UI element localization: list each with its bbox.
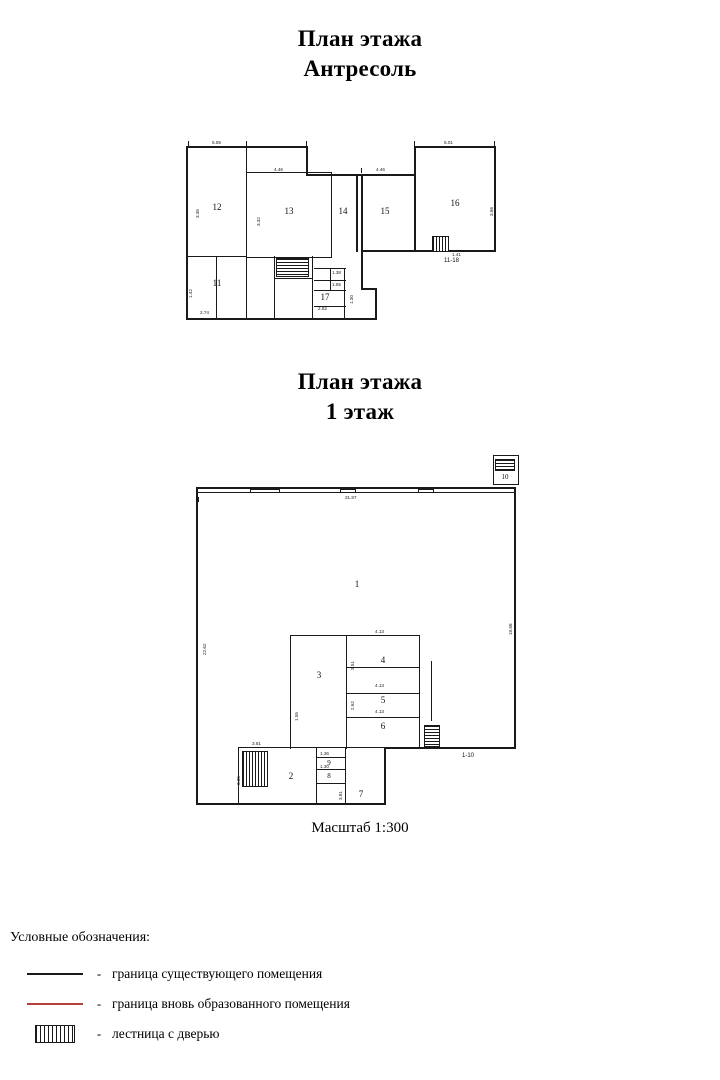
room-label: 13 bbox=[284, 206, 294, 216]
wall-segment bbox=[346, 717, 420, 718]
dimension-label: 1.30 bbox=[320, 764, 329, 769]
room-label: 12 bbox=[212, 202, 222, 212]
dimension-label: 22.62 bbox=[202, 643, 207, 655]
room-range-tag: 1-10 bbox=[462, 753, 475, 759]
wall-segment bbox=[196, 487, 198, 805]
wall-segment bbox=[356, 174, 358, 252]
wall-segment bbox=[290, 635, 420, 636]
title-mezzanine-line2: Антресоль bbox=[303, 56, 417, 81]
wall-segment bbox=[361, 174, 363, 290]
title-floor1-line2: 1 этаж bbox=[325, 399, 395, 424]
title-floor1-line1: План этажа bbox=[297, 369, 423, 394]
wall-segment bbox=[344, 268, 345, 318]
dimension-label: 4.46 bbox=[376, 167, 385, 172]
legend-sample-solid-red-line bbox=[24, 1003, 86, 1005]
wall-segment bbox=[346, 635, 347, 749]
room-label: 14 bbox=[338, 206, 348, 216]
room-label: 4 bbox=[380, 655, 386, 665]
page-title-mezzanine bbox=[0, 24, 720, 84]
wall-segment bbox=[493, 455, 494, 485]
legend-label: лестница с дверью bbox=[112, 1026, 220, 1041]
wall-segment bbox=[246, 146, 247, 258]
wall-segment bbox=[330, 268, 331, 290]
dimension-label: 2.62 bbox=[350, 701, 355, 710]
page-title-floor1 bbox=[0, 367, 720, 427]
legend-dash: - bbox=[96, 1026, 102, 1041]
scale-label: Масштаб 1:300 bbox=[311, 820, 409, 836]
room-label: 17 bbox=[320, 292, 330, 302]
legend-title: Условные обозначения: bbox=[10, 930, 151, 945]
title-mezzanine-line1: План этажа bbox=[297, 26, 423, 51]
plan-floor1 bbox=[190, 455, 530, 805]
window-opening bbox=[340, 489, 356, 493]
wall-segment bbox=[316, 747, 317, 805]
wall-segment bbox=[290, 747, 420, 748]
wall-segment bbox=[419, 635, 420, 749]
wall-segment bbox=[246, 172, 332, 173]
window-opening bbox=[250, 489, 280, 493]
wall-segment bbox=[346, 667, 420, 668]
room-label: 9 bbox=[327, 759, 331, 767]
wall-segment bbox=[493, 455, 519, 456]
dimension-label: 1.42 bbox=[188, 289, 193, 298]
wall-segment bbox=[290, 635, 291, 749]
wall-segment bbox=[238, 747, 290, 748]
stairs-icon bbox=[432, 236, 449, 252]
wall-segment bbox=[375, 288, 377, 320]
legend-item-existing-boundary bbox=[10, 960, 710, 988]
legend-item-new-boundary bbox=[10, 990, 710, 1018]
wall-segment bbox=[518, 455, 519, 485]
wall-segment bbox=[196, 487, 516, 489]
wall-segment bbox=[186, 318, 376, 320]
wall-segment bbox=[274, 256, 275, 318]
wall-segment bbox=[384, 747, 386, 805]
dimension-label: 3.32 bbox=[256, 217, 261, 226]
room-label: 11 bbox=[212, 278, 222, 288]
room-label: 5 bbox=[380, 695, 386, 705]
room-label: 15 bbox=[380, 206, 390, 216]
wall-segment bbox=[346, 693, 420, 694]
stairs-icon bbox=[276, 258, 309, 277]
dimension-label: 4.13 bbox=[375, 629, 384, 634]
dimension-label: 2.62 bbox=[318, 306, 327, 311]
room-label: 1 bbox=[354, 579, 360, 589]
dimension-label: 1.55 bbox=[294, 712, 299, 721]
dimension-label: 3.81 bbox=[252, 741, 261, 746]
legend-dash: - bbox=[96, 966, 102, 981]
legend-item-stairs-with-door bbox=[10, 1020, 710, 1048]
dimension-label: 5.01 bbox=[444, 140, 453, 145]
dimension-label: 31.87 bbox=[345, 495, 357, 500]
dimension-label: 1.55 bbox=[332, 282, 341, 287]
dimension-label: 1.41 bbox=[452, 252, 461, 257]
wall-segment bbox=[493, 484, 519, 485]
wall-segment bbox=[514, 487, 516, 749]
dimension-label: 3.51 bbox=[350, 661, 355, 670]
dimension-label: 3.66 bbox=[489, 207, 494, 216]
stairs-icon bbox=[242, 751, 268, 787]
wall-segment bbox=[186, 146, 308, 148]
wall-segment bbox=[196, 803, 386, 805]
window-band bbox=[198, 492, 514, 493]
room-label: 2 bbox=[288, 771, 294, 781]
wall-segment bbox=[306, 174, 363, 176]
legend-label: граница существующего помещения bbox=[112, 966, 323, 981]
wall-segment bbox=[314, 290, 346, 291]
wall-segment bbox=[361, 174, 415, 176]
wall-segment bbox=[275, 278, 312, 279]
dimension-label: 1.36 bbox=[320, 751, 329, 756]
wall-segment bbox=[316, 783, 346, 784]
room-label: 16 bbox=[450, 198, 460, 208]
dimension-label: 5.59 bbox=[212, 140, 221, 145]
wall-segment bbox=[431, 661, 432, 721]
dimension-label: 4.13 bbox=[375, 709, 384, 714]
legend-sample-stairs-icon bbox=[24, 1025, 86, 1043]
room-label: 8 bbox=[327, 772, 331, 780]
wall-segment bbox=[361, 250, 415, 252]
dimension-label: 4.13 bbox=[375, 683, 384, 688]
plan-mezzanine bbox=[186, 140, 516, 322]
wall-segment bbox=[331, 172, 332, 258]
dimension-label: 4.46 bbox=[274, 167, 283, 172]
room-label: 3 bbox=[316, 670, 322, 680]
legend-label: граница вновь образованного помещения bbox=[112, 996, 350, 1011]
dimension-label: 2.74 bbox=[200, 310, 209, 315]
stairs-icon bbox=[495, 459, 515, 471]
wall-segment bbox=[414, 146, 416, 252]
room-label: 7 bbox=[358, 789, 364, 799]
room-label: 10 bbox=[501, 473, 509, 481]
room-label: 6 bbox=[380, 721, 386, 731]
dimension-label: 3.35 bbox=[195, 209, 200, 218]
dimension-label: 1.30 bbox=[349, 295, 354, 304]
dimension-label: 1.38 bbox=[332, 270, 341, 275]
legend-sample-solid-black-line bbox=[24, 973, 86, 975]
wall-segment bbox=[246, 256, 247, 318]
stairs-icon bbox=[424, 725, 440, 747]
window-opening bbox=[418, 489, 434, 493]
legend-dash: - bbox=[96, 996, 102, 1011]
legend bbox=[10, 930, 710, 1050]
dimension-label: 3.81 bbox=[338, 791, 343, 800]
wall-segment bbox=[312, 256, 313, 318]
wall-segment bbox=[414, 146, 496, 148]
wall-segment bbox=[494, 146, 496, 252]
dimension-label: 19.88 bbox=[508, 623, 513, 635]
room-range-tag: 11-18 bbox=[444, 258, 459, 264]
wall-segment bbox=[316, 769, 346, 770]
wall-segment bbox=[345, 747, 346, 805]
dimension-label: 3.05 bbox=[236, 776, 241, 785]
